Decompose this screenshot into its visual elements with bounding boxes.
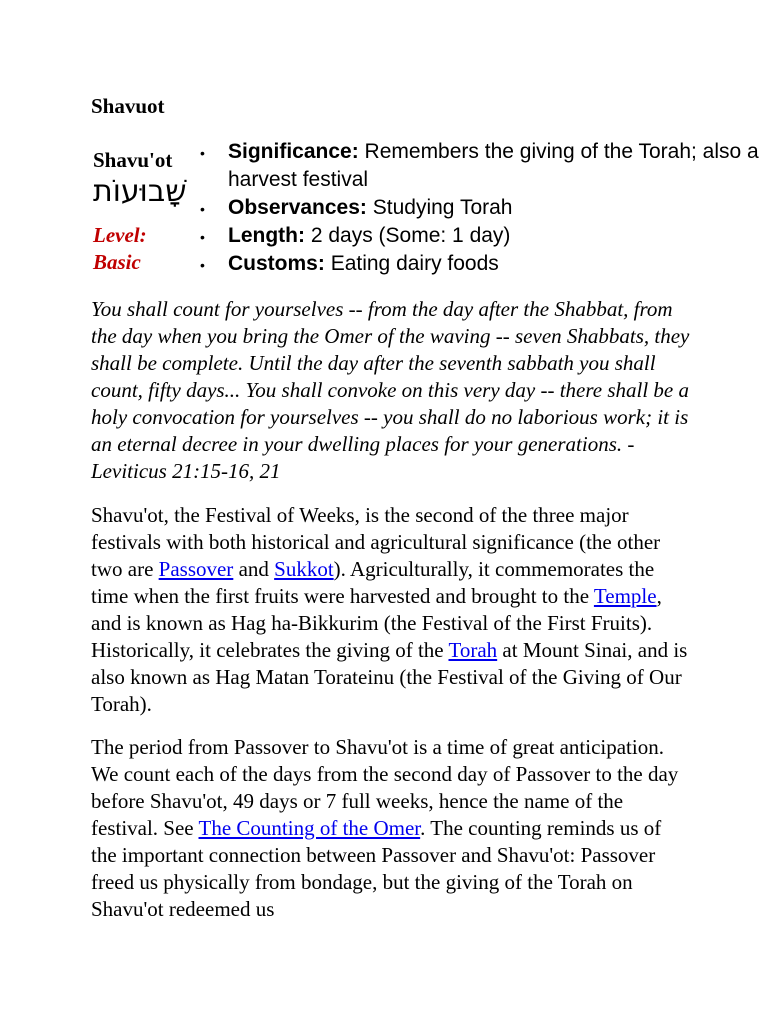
fact-text: Studying Torah xyxy=(372,196,513,219)
link-passover[interactable]: Passover xyxy=(158,557,234,581)
bullet-icon: • xyxy=(200,201,205,217)
link-torah[interactable]: Torah xyxy=(448,638,498,662)
fact-label: Observances: xyxy=(228,196,367,219)
link-counting-of-omer[interactable]: The Counting of the Omer xyxy=(198,816,421,840)
fact-text: 2 days (Some: 1 day) xyxy=(310,224,511,247)
paragraph-text: , and is known as Hag ha-Bikkurim (the Festival of the First Fruits). Historically, it celebrates the giving of the xyxy=(91,584,662,662)
holiday-hebrew-name: שָׁבוּעוֹת xyxy=(93,174,187,209)
page-title: Shavuot xyxy=(91,94,165,118)
level-indicator xyxy=(93,222,203,276)
fact-label: Significance: xyxy=(228,140,359,163)
bullet-icon: • xyxy=(200,145,205,161)
level-label: Level: xyxy=(93,223,147,247)
level-value: Basic xyxy=(93,250,141,274)
fact-significance xyxy=(200,138,760,194)
fact-customs xyxy=(200,250,760,278)
link-temple[interactable]: Temple xyxy=(593,584,657,608)
fact-text: Remembers the giving of the Torah; also a harvest festival xyxy=(228,140,759,191)
holiday-sidebar xyxy=(93,148,203,276)
omer-paragraph xyxy=(91,734,691,923)
holiday-name: Shavu'ot xyxy=(93,148,173,172)
fact-length xyxy=(200,222,760,250)
bullet-icon: • xyxy=(200,229,205,245)
holiday-facts-list xyxy=(200,138,760,278)
paragraph-text: The period from Passover to Shavu'ot is a time of great anticipation. We count each of the days from the second day of Passover to the day before Shavu'ot, 49 days or 7 full weeks, hence the name of the festival. See xyxy=(91,735,679,840)
fact-label: Customs: xyxy=(228,252,325,275)
paragraph-text: . The counting reminds us of the important connection between Passover and Shavu'ot: Passover freed us physically from bondage, but the giving of the Torah on Shavu'ot redeemed us xyxy=(91,816,662,921)
bullet-icon: • xyxy=(200,257,205,273)
fact-observances xyxy=(200,194,760,222)
fact-text: Eating dairy foods xyxy=(330,252,499,275)
link-sukkot[interactable]: Sukkot xyxy=(274,557,334,581)
intro-paragraph xyxy=(91,502,691,718)
paragraph-text: ). Agriculturally, it commemorates the time when the first fruits were harvested and brought to the xyxy=(91,557,655,608)
paragraph-text: and xyxy=(233,557,275,581)
paragraph-text: at Mount Sinai, and is also known as Hag Matan Torateinu (the Festival of the Giving of Our Torah). xyxy=(91,638,688,716)
fact-label: Length: xyxy=(228,224,305,247)
paragraph-text: Shavu'ot, the Festival of Weeks, is the second of the three major festivals with both historical and agricultural significance (the other two are xyxy=(91,503,661,581)
scripture-quote: You shall count for yourselves -- from the day after the Shabbat, from the day when you bring the Omer of the waving -- seven Shabbats, they shall be complete. Until the day after the seventh sabbath you shall count, fifty days... You shall convoke on this very day -- there shall be a holy convocation for yourselves -- you shall do no laborious work; it is an eternal decree in your dwelling places for your generations. -Leviticus 21:15-16, 21 xyxy=(91,297,690,483)
